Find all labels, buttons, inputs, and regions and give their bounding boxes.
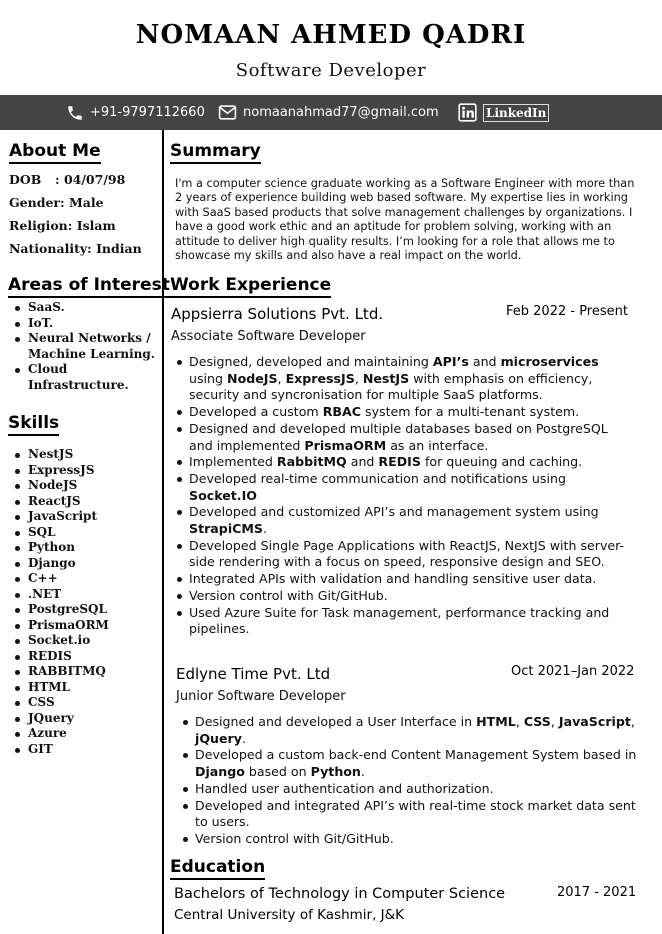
bullet-text: Version control with Git/GitHub. xyxy=(189,587,388,603)
bullet-text: , xyxy=(630,714,635,729)
list-item: .NET xyxy=(12,587,162,603)
about-heading: About Me xyxy=(9,141,101,164)
bullet-item xyxy=(171,354,633,404)
linkedin-icon xyxy=(458,103,477,122)
bullet-text: Handled user authentication and authorization. xyxy=(195,780,494,796)
summary-heading: Summary xyxy=(170,141,261,164)
candidate-name: NOMAAN AHMED QADRI xyxy=(135,20,527,50)
bullet-text: system for a multi-tenant system. xyxy=(361,404,580,420)
bullet-text: Developed and customized API’s and management system using xyxy=(189,504,599,520)
bullet-keyword: NodeJS xyxy=(227,370,278,386)
bullet-text: , xyxy=(354,370,363,386)
bullet-text: for queuing and caching. xyxy=(420,454,583,470)
list-item: C++ xyxy=(12,571,162,587)
list-item: Neural Networks / Machine Learning. xyxy=(12,331,162,362)
education-dates: 2017 - 2021 xyxy=(557,885,637,900)
about-dob xyxy=(9,172,125,187)
bullet-text: , xyxy=(550,714,559,729)
job-company: Appsierra Solutions Pvt. Ltd. xyxy=(171,305,384,323)
interests-heading: Areas of Interest xyxy=(8,275,170,298)
list-item: SQL xyxy=(12,525,162,541)
education-heading: Education xyxy=(170,857,265,880)
phone-number: +91-9797112660 xyxy=(90,105,205,120)
education-degree: Bachelors of Technology in Computer Science xyxy=(174,886,506,902)
bullet-text: as an interface. xyxy=(386,437,489,453)
list-item: Cloud Infrastructure. xyxy=(12,362,162,393)
bullet-text: using xyxy=(189,370,228,386)
bullet-text: , xyxy=(277,370,286,386)
dob-value: : 04/07/98 xyxy=(55,172,126,187)
about-nationality: Nationality: Indian xyxy=(9,241,142,256)
bullet-keyword: RabbitMQ xyxy=(276,454,347,470)
bullet-text: . xyxy=(360,764,365,780)
bullet-item xyxy=(171,404,633,421)
list-item: PrismaORM xyxy=(12,618,162,634)
about-gender: Gender: Male xyxy=(9,195,104,210)
bullet-text: Version control with Git/GitHub. xyxy=(195,830,394,846)
bullet-text: and xyxy=(346,454,379,470)
list-item: ExpressJS xyxy=(12,463,162,479)
mail-icon xyxy=(218,104,237,121)
bullet-item xyxy=(171,421,633,454)
bullet-keyword: Socket.IO xyxy=(189,487,257,503)
experience-heading: Work Experience xyxy=(170,275,331,298)
bullet-item xyxy=(171,504,633,537)
contact-linkedin[interactable] xyxy=(458,95,549,130)
about-religion: Religion: Islam xyxy=(9,218,116,233)
bullet-item xyxy=(177,714,637,747)
bullet-keyword: PrismaORM xyxy=(304,437,387,453)
list-item: RABBITMQ xyxy=(12,664,162,680)
bullet-text: Used Azure Suite for Task management, performance tracking and pipelines. xyxy=(189,604,610,637)
bullet-text: , xyxy=(515,714,524,729)
bullet-text: Integrated APIs with validation and handling sensitive user data. xyxy=(189,571,597,587)
list-item: PostgreSQL xyxy=(12,602,162,618)
list-item: ReactJS xyxy=(12,494,162,510)
bullet-keyword: ExpressJS xyxy=(285,370,355,386)
bullet-item xyxy=(171,605,633,638)
bullet-keyword: NestJS xyxy=(362,370,410,386)
bullet-text: Developed a custom back-end Content Management System based in xyxy=(195,747,637,763)
list-item: GIT xyxy=(12,742,162,758)
list-item: SaaS. xyxy=(12,300,162,316)
job-dates: Oct 2021–Jan 2022 xyxy=(511,664,635,679)
list-item: IoT. xyxy=(12,316,162,332)
bullet-text: Designed, developed and maintaining xyxy=(189,354,433,369)
education-school: Central University of Kashmir, J&K xyxy=(174,907,405,923)
list-item: NestJS xyxy=(12,447,162,463)
list-item: NodeJS xyxy=(12,478,162,494)
bullet-keyword: HTML xyxy=(476,714,516,729)
bullet-text: . xyxy=(262,521,267,537)
skills-heading: Skills xyxy=(8,413,59,436)
list-item: REDIS xyxy=(12,649,162,665)
bullet-text: Developed Single Page Applications with ReactJS, NextJS with server-side rendering with a focus on speed, responsive design and SEO. xyxy=(189,537,625,570)
bullet-item xyxy=(177,781,637,798)
bullet-text: Developed a custom xyxy=(189,404,323,420)
bullet-text: with emphasis on efficiency, security and syncronisation for multiple SaaS platforms. xyxy=(189,370,593,403)
job-dates: Feb 2022 - Present xyxy=(506,304,628,319)
bullet-item xyxy=(171,471,633,504)
bullet-text: based on xyxy=(244,764,311,780)
bullet-text: . xyxy=(241,730,246,746)
column-divider xyxy=(162,130,164,934)
bullet-text: Developed real-time communication and notifications using xyxy=(189,470,566,486)
skills-list xyxy=(12,447,162,757)
bullet-item xyxy=(177,798,637,831)
contact-phone[interactable] xyxy=(66,95,205,130)
bullet-item xyxy=(171,454,633,471)
list-item: HTML xyxy=(12,680,162,696)
candidate-title: Software Developer xyxy=(235,60,427,81)
list-item: Django xyxy=(12,556,162,572)
list-item: CSS xyxy=(12,695,162,711)
job-bullets xyxy=(171,354,633,638)
contact-bar xyxy=(0,95,662,130)
list-item: JQuery xyxy=(12,711,162,727)
bullet-item xyxy=(171,588,633,605)
list-item: JavaScript xyxy=(12,509,162,525)
summary-text: I'm a computer science graduate working as a Software Engineer with more than 2 years of experience building web based software. My expertise lies in working with SaaS based products that solve management challenges by organizations. I have a good work ethic and an aptitude for problem solving, working with an attitude to deliver high quality results. I’m looking for a role that allows me to showcase my skills and also have a real impact on the world. xyxy=(175,177,635,263)
job-role: Associate Software Developer xyxy=(171,329,366,344)
bullet-keyword: REDIS xyxy=(378,454,421,470)
interests-list xyxy=(12,300,162,393)
linkedin-link[interactable]: LinkedIn xyxy=(483,104,549,122)
bullet-keyword: Django xyxy=(195,764,245,780)
email-address: nomaanahmad77@gmail.com xyxy=(243,105,439,120)
bullet-keyword: JavaScript xyxy=(558,714,631,729)
bullet-item xyxy=(177,747,637,780)
bullet-keyword: API’s xyxy=(432,354,469,369)
job-bullets xyxy=(177,714,637,848)
bullet-text: Designed and developed a User Interface in xyxy=(195,714,477,729)
job-company: Edlyne Time Pvt. Ltd xyxy=(176,665,331,683)
list-item: Azure xyxy=(12,726,162,742)
contact-email[interactable] xyxy=(218,95,439,130)
bullet-keyword: jQuery xyxy=(195,730,242,746)
job-role: Junior Software Developer xyxy=(176,689,346,704)
bullet-keyword: StrapiCMS xyxy=(189,521,263,537)
phone-icon xyxy=(66,104,84,122)
bullet-item xyxy=(171,538,633,571)
list-item: Python xyxy=(12,540,162,556)
bullet-keyword: microservices xyxy=(500,354,599,369)
bullet-item xyxy=(171,571,633,588)
bullet-text: Implemented xyxy=(189,454,277,470)
list-item: Socket.io xyxy=(12,633,162,649)
resume-header xyxy=(0,0,662,95)
bullet-text: Designed and developed multiple databases based on PostgreSQL and implemented xyxy=(189,420,608,453)
bullet-keyword: CSS xyxy=(523,714,551,729)
bullet-item xyxy=(177,831,637,848)
bullet-text: Developed and integrated API’s with real-time stock market data sent to users. xyxy=(195,797,636,830)
bullet-text: and xyxy=(468,354,501,369)
bullet-keyword: Python xyxy=(310,764,361,780)
dob-label: DOB xyxy=(9,172,42,187)
bullet-keyword: RBAC xyxy=(322,404,361,420)
